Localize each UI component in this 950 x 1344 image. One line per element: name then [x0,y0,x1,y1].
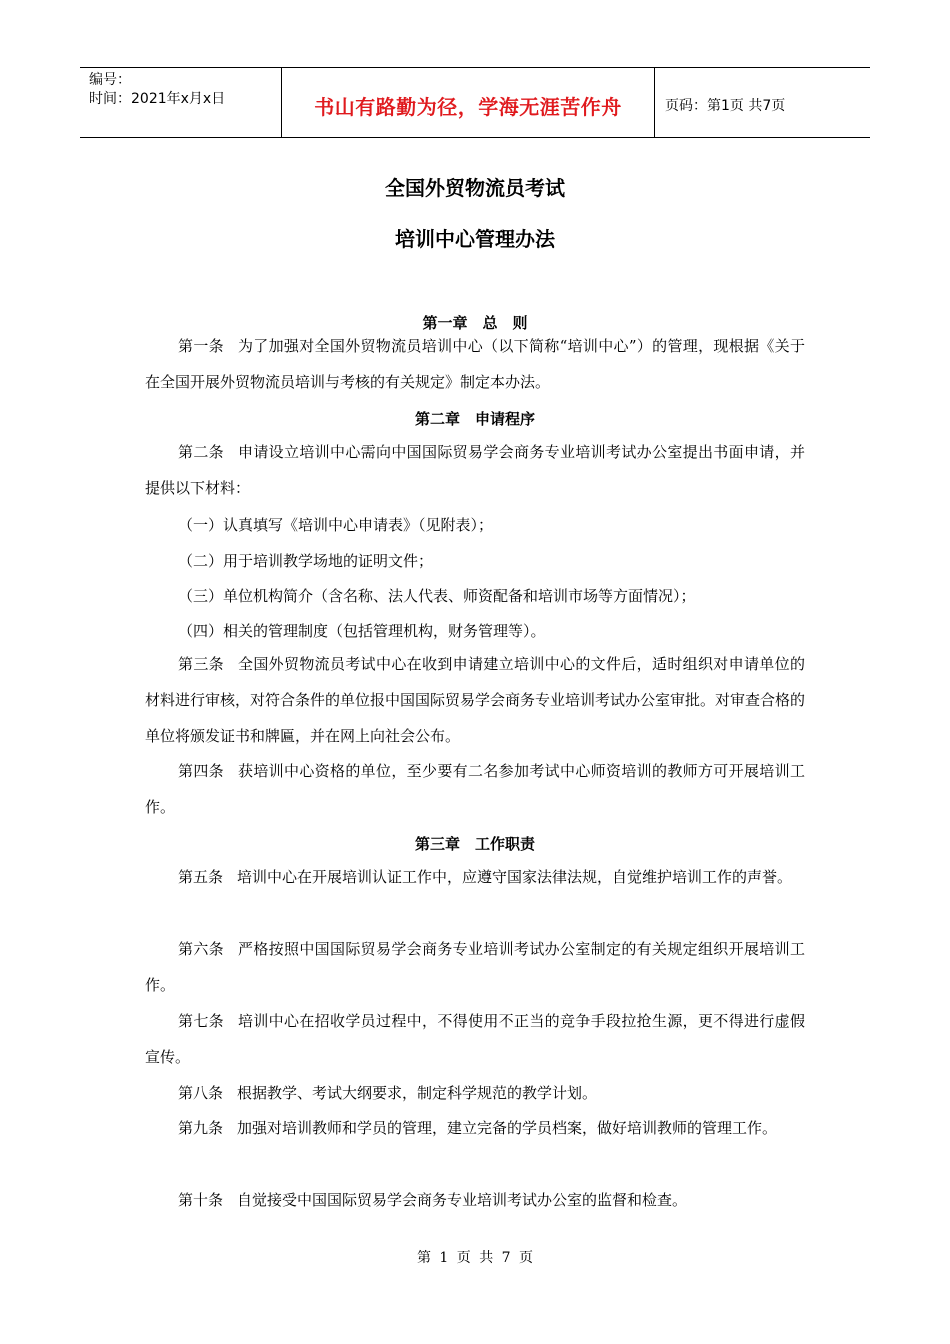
article-label: 第五条 [178,868,224,886]
article-5 [145,859,805,895]
article-label: 第八条 [178,1084,224,1102]
article-label: 第一条 [178,337,224,355]
article-text: 获培训中心资格的单位，至少要有二名参加考试中心师资培训的教师方可开展培训工作。 [145,762,805,816]
header-motto: 书山有路勤为径，学海无涯苦作舟 [314,95,622,119]
material-item: （二）用于培训教学场地的证明文件； [178,552,434,570]
header-motto-cell [282,68,655,137]
article-text: 培训中心在开展培训认证工作中，应遵守国家法律法规，自觉维护培训工作的声誉。 [237,868,793,886]
article-text: 自觉接受中国国际贸易学会商务专业培训考试办公室的监督和检查。 [237,1191,688,1209]
article-3 [145,646,805,754]
article-6 [145,931,805,1003]
document-title-line-2: 培训中心管理办法 [395,227,555,251]
material-item: （四）相关的管理制度（包括管理机构，财务管理等）。 [178,622,546,640]
page-header [80,67,870,138]
article-4 [145,753,805,825]
document-number-label: 编号： [89,72,131,88]
article-label: 第十条 [178,1191,224,1209]
article-2 [145,434,805,506]
article-7 [145,1003,805,1075]
chapter-heading: 第三章 工作职责 [414,835,535,853]
article-label: 第四条 [178,762,224,780]
document-title-line-1: 全国外贸物流员考试 [385,176,565,200]
chapter-heading: 第二章 申请程序 [414,410,535,428]
article-label: 第六条 [178,940,224,958]
chapter-heading: 第一章 总 则 [422,314,528,332]
article-10 [145,1182,805,1218]
article-label: 第二条 [178,443,224,461]
material-item: （一）认真填写《培训中心申请表》（见附表）； [178,516,494,534]
article-text: 为了加强对全国外贸物流员培训中心（以下简称“培训中心”）的管理，现根据《关于在全国开展外贸物流员培训与考核的有关规定》制定本办法。 [145,337,805,391]
article-text: 全国外贸物流员考试中心在收到申请建立培训中心的文件后，适时组织对申请单位的材料进行审核，对符合条件的单位报中国国际贸易学会商务专业培训考试办公室审批。对审查合格的单位将颁发证书和牌匾，并在网上向社会公布。 [145,655,806,745]
document-date: 时间：2021年x月x日 [89,91,226,107]
article-text: 培训中心在招收学员过程中，不得使用不正当的竞争手段拉抢生源，更不得进行虚假宣传。 [145,1012,805,1066]
header-page-info: 页码：第1页 共7页 [665,97,786,114]
article-text: 加强对培训教师和学员的管理，建立完备的学员档案，做好培训教师的管理工作。 [237,1119,778,1137]
header-meta [80,68,282,137]
article-text: 申请设立培训中心需向中国国际贸易学会商务专业培训考试办公室提出书面申请，并提供以下材料： [145,443,805,497]
page-footer: 第 1 页 共 7 页 [416,1250,534,1266]
article-label: 第九条 [178,1119,224,1137]
material-item: （三）单位机构简介（含名称、法人代表、师资配备和培训市场等方面情况）； [178,587,696,605]
article-label: 第三条 [178,655,224,673]
article-9 [145,1110,805,1146]
article-text: 根据教学、考试大纲要求，制定科学规范的教学计划。 [237,1084,598,1102]
article-1 [145,328,805,400]
article-label: 第七条 [178,1012,224,1030]
article-8 [145,1075,805,1111]
article-text: 严格按照中国国际贸易学会商务专业培训考试办公室制定的有关规定组织开展培训工作。 [145,940,805,994]
